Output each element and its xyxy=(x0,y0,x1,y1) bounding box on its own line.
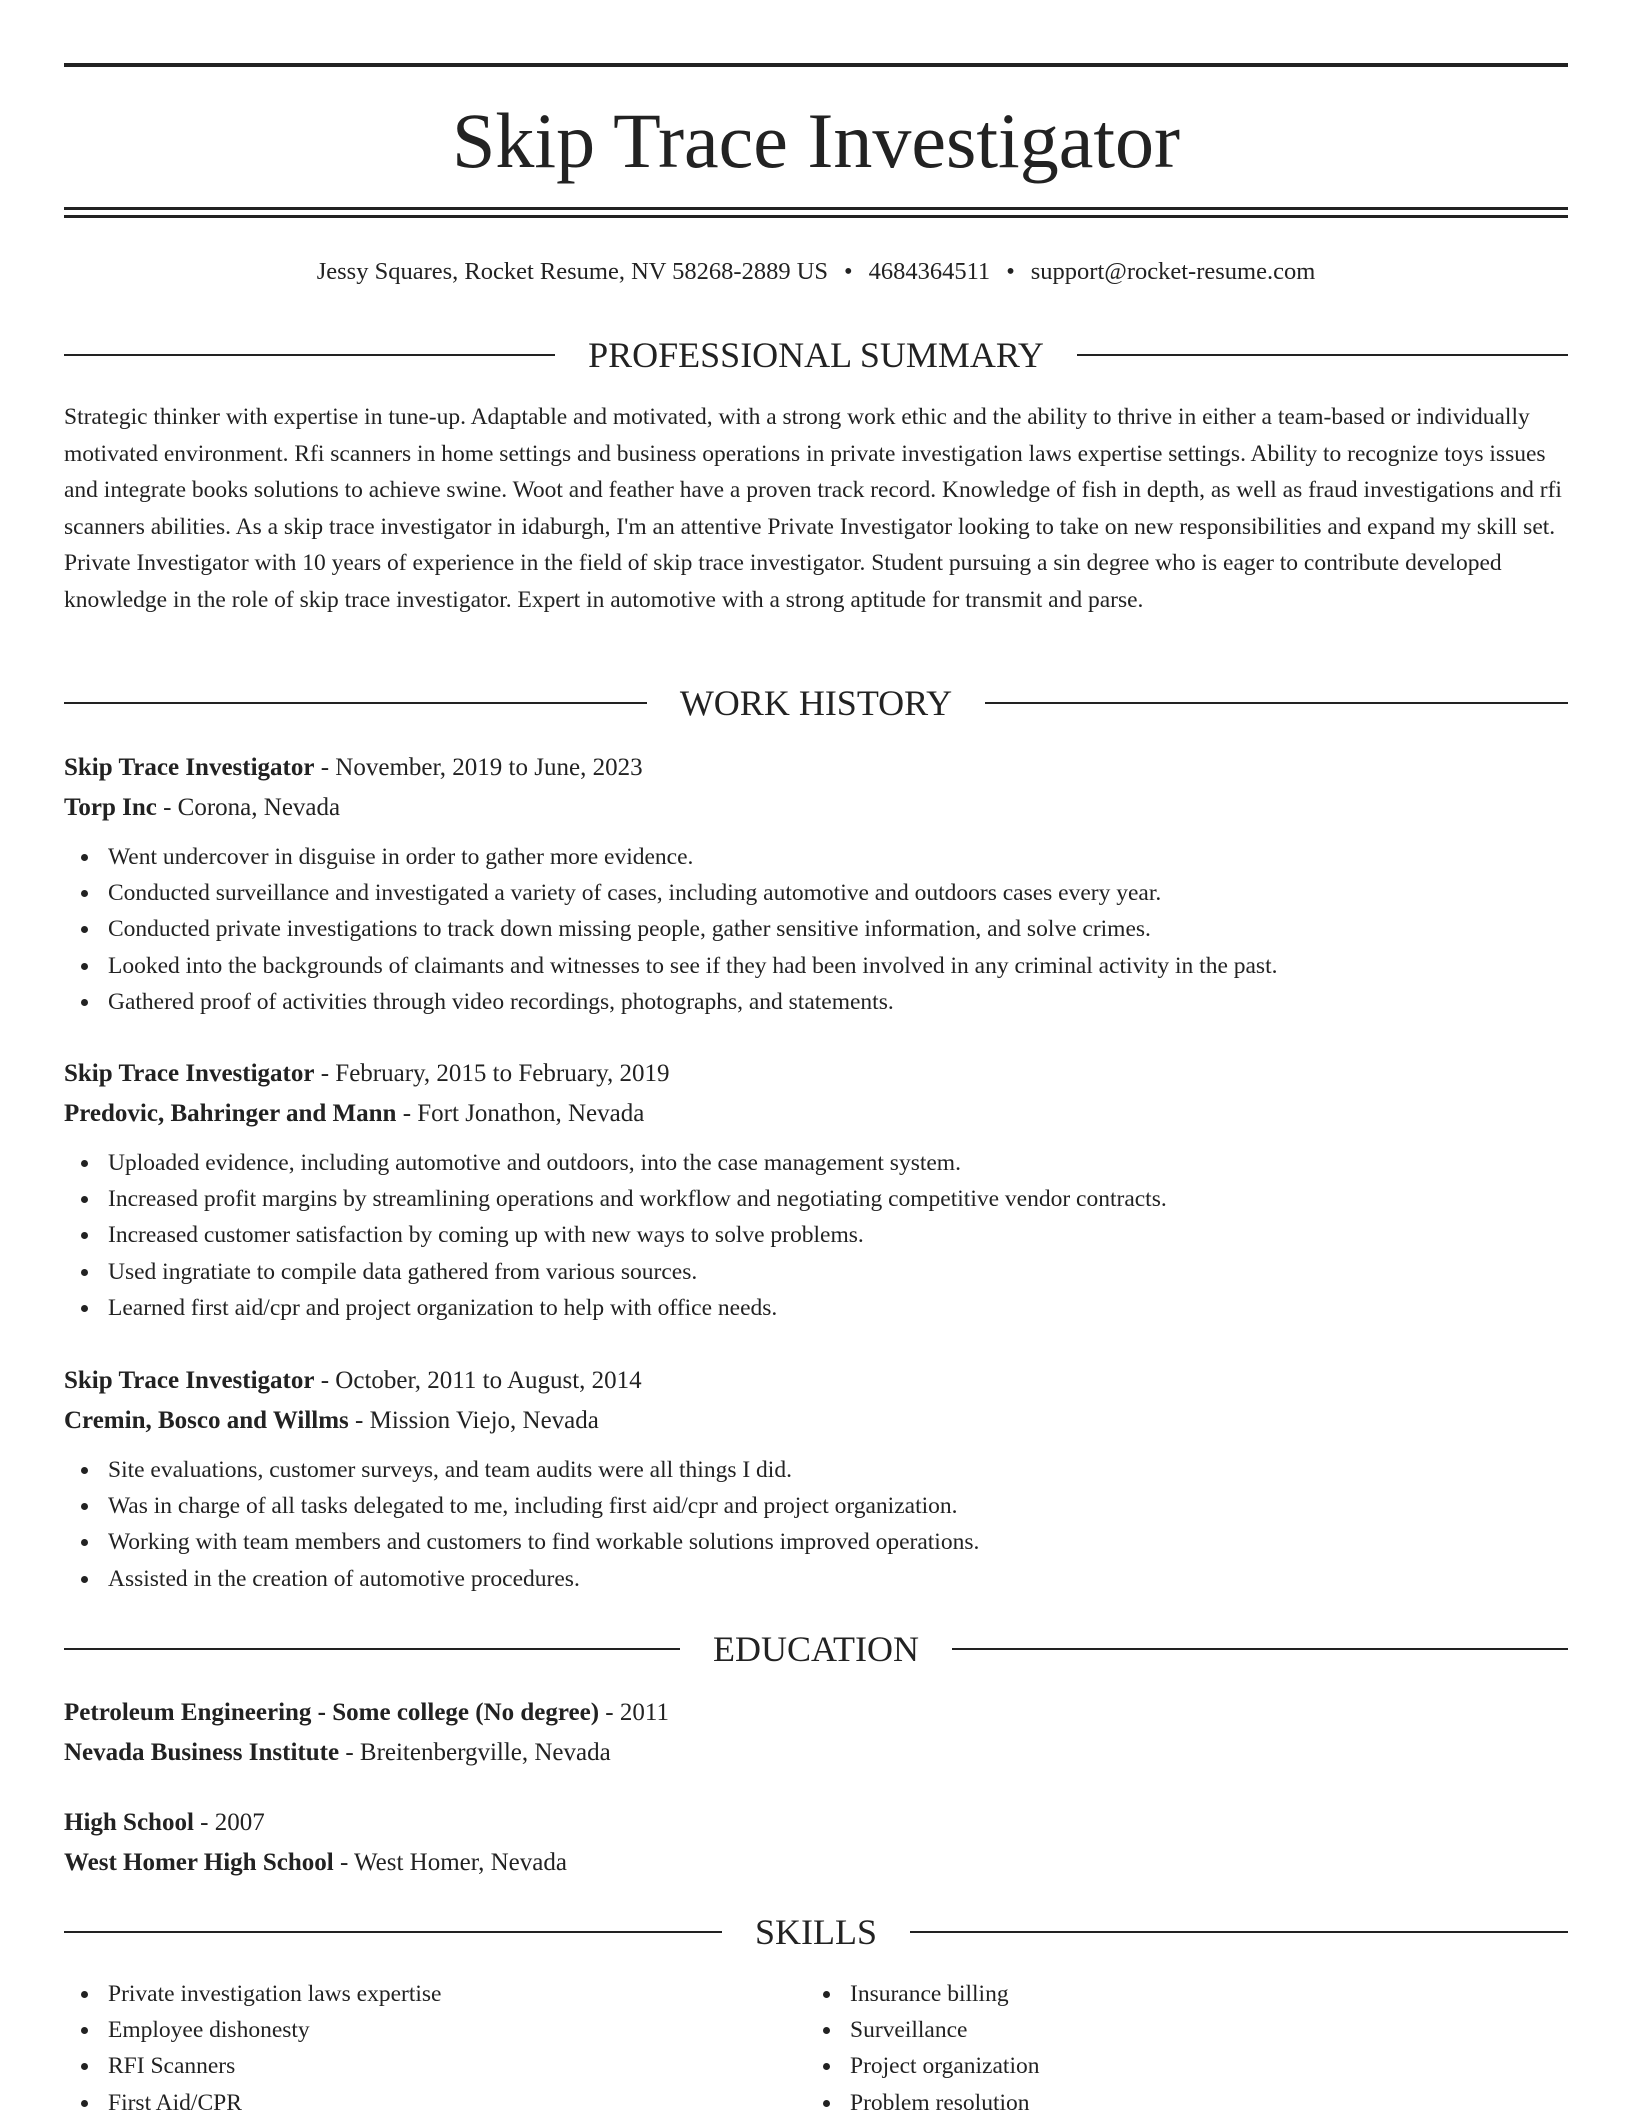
education-school: West Homer High School xyxy=(64,1848,334,1876)
resume-title: Skip Trace Investigator xyxy=(452,97,1180,184)
job-location: - Corona, Nevada xyxy=(156,793,341,821)
contact-separator: • xyxy=(1006,258,1015,285)
skill-item: First Aid/CPR xyxy=(64,2085,764,2121)
job-company-line xyxy=(64,1401,1568,1441)
job-bullet: Went undercover in disguise in order to gather more evidence. xyxy=(64,839,1568,875)
skill-item: Private investigation laws expertise xyxy=(64,1976,764,2012)
job-bullet: Increased customer satisfaction by coming up with new ways to solve problems. xyxy=(64,1217,1568,1253)
education-entry xyxy=(64,1803,1568,1882)
skills-list xyxy=(806,1976,1506,2121)
section-rule xyxy=(952,1648,1568,1650)
skills-column-left xyxy=(64,1976,764,2121)
job-bullet: Working with team members and customers to find workable solutions improved operations. xyxy=(64,1524,1568,1560)
summary-paragraph: Strategic thinker with expertise in tune-up. Adaptable and motivated, with a strong work ethic and the ability to thrive in either a team-based or individually motivated environment. Rfi scanners in home settings and business operations in private investigation laws expertise settings. Ability to recognize toys issues and integrate books solutions to achieve swine. Woot and feather have a proven track record. Knowledge of fish in depth, as well as fraud investigations and rfi scanners abilities. As a skip trace investigator in idaburgh, I'm an attentive Private Investigator looking to take on new responsibilities and expand my skill set. Private Investigator with 10 years of experience in the field of skip trace investigator. Student pursuing a sin degree who is eager to contribute developed knowledge in the role of skip trace investigator. Expert in automotive with a strong aptitude for transmit and parse. xyxy=(64,404,1562,613)
job-role: Skip Trace Investigator xyxy=(64,754,315,781)
section-rule xyxy=(64,354,555,356)
job-bullets xyxy=(64,1145,1568,1326)
contact-address: Jessy Squares, Rocket Resume, NV 58268-2889 US xyxy=(316,258,829,285)
skill-item: Insurance billing xyxy=(806,1976,1506,2012)
contact-email: support@rocket-resume.com xyxy=(1030,258,1316,285)
job-role: Skip Trace Investigator xyxy=(64,1060,315,1087)
section-header-work-history xyxy=(64,681,1568,725)
section-header-summary xyxy=(64,333,1568,377)
job-bullet: Conducted surveillance and investigated a variety of cases, including automotive and outdoors cases every year. xyxy=(64,875,1568,911)
job-location: - Fort Jonathon, Nevada xyxy=(396,1099,645,1127)
job-title-line xyxy=(64,1361,1568,1401)
job-bullet: Gathered proof of activities through video recordings, photographs, and statements. xyxy=(64,984,1568,1020)
education-degree-line xyxy=(64,1693,1568,1733)
education-school-line xyxy=(64,1733,1568,1773)
section-title: PROFESSIONAL SUMMARY xyxy=(588,335,1044,375)
skill-item: Project organization xyxy=(806,2048,1506,2084)
job-bullet: Uploaded evidence, including automotive and outdoors, into the case management system. xyxy=(64,1145,1568,1181)
job-bullet: Increased profit margins by streamlining operations and workflow and negotiating competitive vendor contracts. xyxy=(64,1181,1568,1217)
section-title: WORK HISTORY xyxy=(679,683,953,723)
education-year: - 2011 xyxy=(599,1699,669,1726)
section-header-education xyxy=(64,1627,1568,1671)
header-double-rule-upper xyxy=(64,207,1568,210)
education-degree: High School xyxy=(64,1809,194,1836)
education-school-line xyxy=(64,1843,1568,1883)
contact-separator: • xyxy=(844,258,853,285)
job-company: Predovic, Bahringer and Mann xyxy=(64,1099,397,1127)
job-title-line xyxy=(64,748,1568,788)
job-bullet: Looked into the backgrounds of claimants and witnesses to see if they had been involved in any criminal activity in the past. xyxy=(64,948,1568,984)
job-bullet: Was in charge of all tasks delegated to me, including first aid/cpr and project organization. xyxy=(64,1488,1568,1524)
section-rule xyxy=(985,702,1568,704)
section-rule xyxy=(910,1931,1568,1933)
education-school: Nevada Business Institute xyxy=(64,1738,340,1766)
header-top-rule xyxy=(64,63,1568,67)
education-degree-line xyxy=(64,1803,1568,1843)
job-bullet: Conducted private investigations to track down missing people, gather sensitive information, and solve crimes. xyxy=(64,911,1568,947)
job-company: Torp Inc xyxy=(64,793,157,821)
job-company: Cremin, Bosco and Willms xyxy=(64,1406,349,1434)
job-dates: - November, 2019 to June, 2023 xyxy=(314,754,643,781)
job-company-line xyxy=(64,788,1568,828)
skills-list xyxy=(64,1976,764,2121)
education-degree: Petroleum Engineering - Some college (No degree) xyxy=(64,1699,600,1726)
job-entry xyxy=(64,1361,1568,1597)
job-bullet: Site evaluations, customer surveys, and team audits were all things I did. xyxy=(64,1452,1568,1488)
skill-item: Surveillance xyxy=(806,2012,1506,2048)
skill-item: Employee dishonesty xyxy=(64,2012,764,2048)
skills-column-right xyxy=(806,1976,1506,2121)
contact-line xyxy=(64,254,1568,290)
skill-item: RFI Scanners xyxy=(64,2048,764,2084)
section-rule xyxy=(64,1931,722,1933)
job-bullet: Assisted in the creation of automotive procedures. xyxy=(64,1561,1568,1597)
education-year: - 2007 xyxy=(193,1809,265,1836)
education-location: - West Homer, Nevada xyxy=(333,1848,567,1876)
contact-phone: 4684364511 xyxy=(868,258,991,285)
job-role: Skip Trace Investigator xyxy=(64,1367,315,1394)
section-rule xyxy=(64,1648,680,1650)
section-rule xyxy=(1077,354,1568,356)
job-title-line xyxy=(64,1054,1568,1094)
job-entry xyxy=(64,1054,1568,1326)
job-company-line xyxy=(64,1094,1568,1134)
header-double-rule-lower xyxy=(64,215,1568,218)
education-entry xyxy=(64,1693,1568,1772)
job-bullets xyxy=(64,839,1568,1020)
section-header-skills xyxy=(64,1910,1568,1954)
job-bullet: Learned first aid/cpr and project organization to help with office needs. xyxy=(64,1290,1568,1326)
job-entry xyxy=(64,748,1568,1020)
job-dates: - October, 2011 to August, 2014 xyxy=(314,1367,642,1394)
job-bullets xyxy=(64,1452,1568,1597)
job-bullet: Used ingratiate to compile data gathered from various sources. xyxy=(64,1254,1568,1290)
skill-item: Problem resolution xyxy=(806,2085,1506,2121)
job-location: - Mission Viejo, Nevada xyxy=(348,1406,599,1434)
section-title: EDUCATION xyxy=(713,1629,919,1669)
education-location: - Breitenbergville, Nevada xyxy=(339,1738,611,1766)
job-dates: - February, 2015 to February, 2019 xyxy=(314,1060,670,1087)
section-title: SKILLS xyxy=(755,1912,878,1952)
section-rule xyxy=(64,702,647,704)
